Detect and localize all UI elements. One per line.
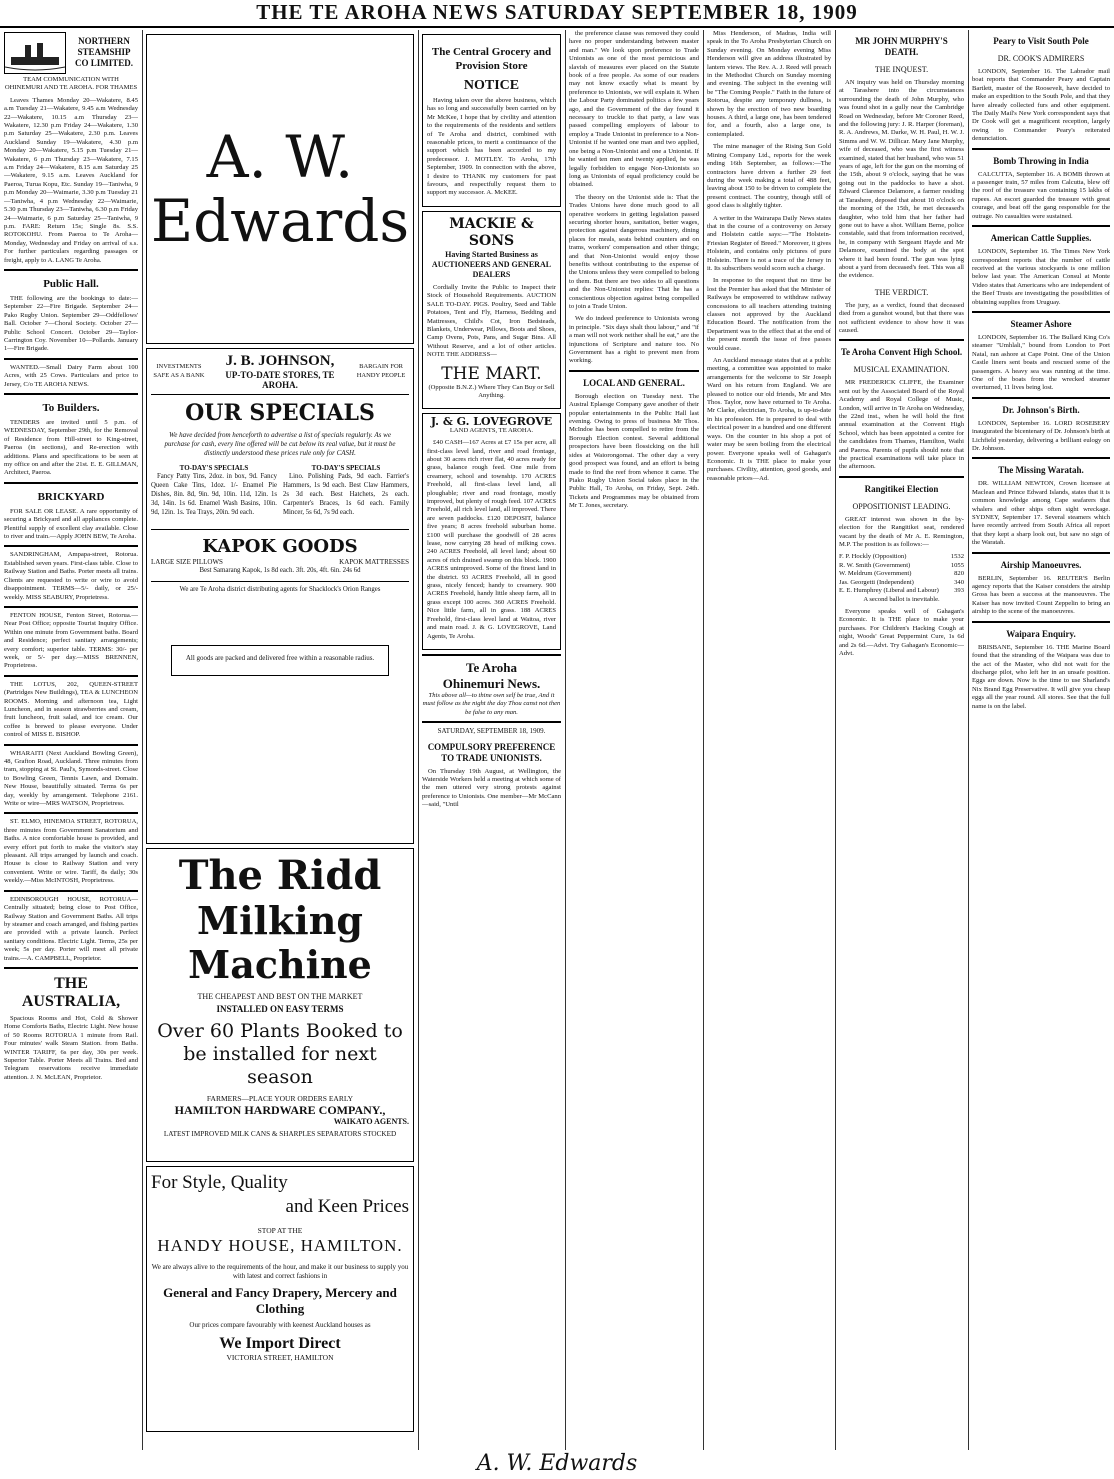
column-4 (569, 30, 699, 1450)
airship-heading: Airship Manoeuvres. (1000, 559, 1082, 570)
waratah-body: DR. WILLIAM NEWTON, Crown licensee at Maclean and Prince Edward Islands, states that it is common knowledge among Cape seafarers that whalers and other ships often sight wreckage. SYDNEY, September 17. Several steamers which have recently arrived from South Africa all report that they kept a sharp look out, but saw no sign of the Waratah. (972, 480, 1110, 547)
convent-subheading: MUSICAL EXAMINATION. (853, 365, 950, 375)
inquest-heading: THE INQUEST. (874, 65, 929, 74)
lovegrove-heading: J. & G. LOVEGROVE (430, 415, 553, 429)
handy-house-note: We are always alive to the requirements of the hour, and make it our business to supply you with latest and correct fashions in (151, 1263, 409, 1281)
leader-continued: We do indeed preference to Unionists wrong in principle. "Six days shalt thou labour," and "if a man will not work neither shall he eat," are the injunctions of Scripture and nature too. No Government has a right to prevent men from working. (569, 315, 699, 365)
keen-prices: and Keen Prices (285, 1196, 409, 1217)
public-hall-heading: Public Hall. (43, 277, 99, 290)
column-rule (565, 30, 566, 1450)
mackie-body: Cordially Invite the Public to Inspect their Stock of Household Requirements. AUCTION SALE TO-DAY. PIGS. Poultry, Seed and Table Potatoes, Tent and Fly, Harness, Bedding and Mattresses, Child's Cot, Iron Bedsteads, Blankets, Underwear, Pillows, Boots and Shoes, Camp Ovens, Pots, Pans, and Sugar Bins. All Without Reserve, and a lot of other articles. NOTE THE ADDRESS— (427, 283, 556, 359)
mackie-heading: MACKIE & SONS (449, 215, 534, 249)
johnson-birth-body: LONDON, September 16. LORD ROSEBERY inaugurated the bicentenary of Dr. Johnson's birth at Lichfield yesterday, delivering a brilliant eulogy on Dr. Johnson. (972, 419, 1110, 452)
australia-advert: Spacious Rooms and Hot, Cold & Shower Home Comforts Baths, Electric Light. New house of 50 Rooms ROTORUA 1 minute from Rail. Four minutes' walk Steam Station. from Baths. WINTER TARIFF, 6s per day, 30s per week. Superior Table. Porter Meets all Trains. Bed and Telegram reservations receive immediate attention. J. N. McLEAN, Proprietor. (4, 1014, 138, 1081)
steamship-subheading: TEAM COMMUNICATION WITH OHINEMURI AND TE AROHA. FOR THAMES (4, 76, 138, 92)
steamship-heading: NORTHERN STEAMSHIP CO LIMITED. (74, 36, 133, 68)
ridd-cheapest: THE CHEAPEST AND BEST ON THE MARKET (197, 992, 363, 1001)
news-item: Miss Henderson, of Madras, India will speak in the To Aroha Presbyterian Church on Sunday evening. On Monday evening Miss Henderson will give an address illustrated by lantern views. The Rev. A. J. Reed will preach in the Methodist Church on Sunday morning and evening. The subject in the evening will be "The Coming People." Faith in the future of Rotorua, despite any temporary dullness, is shown by the erection of two new boarding houses. A third, a large one, has been tendered for, and a fourth, also a large one, is contemplated. (707, 30, 831, 138)
hotel-advert: THE LOTUS, 202, QUEEN-STREET (Partridges New Buildings), TEA & LUNCHEON ROOMS. Morning and afternoon tea, Light Luncheon, and in season strawberries and cream, fruit luncheon, fruit salad, and ice cream. Our coffee is brewed to please everyone. Under control of MISS E. BISHOP. (4, 680, 138, 739)
steamer-body: LONDON, September 16. The Bullard King Co's steamer "Umhlali," bound from London to Port Natal, ran ashore at Cape Point. One of the Union Castle liners sent boats and rescued some of the passengers. A heavy sea was running at the time. One of the boats from the wrecked steamer overturned, 11 lives being lost. (972, 333, 1110, 392)
johnson-advert (146, 348, 414, 844)
footer-signature: A. W. Edwards (476, 1451, 638, 1476)
column-6 (839, 30, 964, 1450)
column-rule (703, 30, 704, 1450)
australia-heading: THE AUSTRALIA, (21, 974, 121, 1010)
hamilton-hardware: HAMILTON HARDWARE COMPANY., (174, 1103, 386, 1118)
ridd-advert (146, 848, 414, 1162)
ridd-subtitle: Milking Machine (188, 898, 372, 987)
paper-date: SATURDAY, SEPTEMBER 18, 1909. (437, 727, 546, 736)
mart-heading: THE MART. (441, 363, 542, 384)
mackie-subheading: Having Started Business as AUCTIONEERS AND GENERAL DEALERS (431, 249, 552, 279)
ballot-note: A second ballot is inevitable. (863, 595, 940, 603)
steamship-timetable: Leaves Thames Monday 20—Wakatere, 8.45 a.m Tuesday 21—Wakatere, 9.45 a.m Wednesday 22—Wakatere, 10.15 a.m Thursday 23—Wakatere, 12.30 p.m Friday 24—Wakatere, 1.30 p.m Saturday 25—Wakatere, 2.30 p.m. Leaves Auckland Sunday 19—Wakatere, 4.30 p.m Monday 20—Wakatere, 5.15 p.m Tuesday 21—Wakatere, 6 p.m Thursday 23—Wakatere, 7.15 a.m Friday 24—Wakatere, 8.15 a.m Saturday 25—Wakatere, 9.15 a.m. Leaves Auckland for Paeroa, Turua Kopu, Etc. Sunday 19—Taniwha, 9 p.m Monday 20—Waimarie, 3.30 p.m Tuesday 21—Taniwha, 4 p.m Wednesday 22—Waimarie, 5.30 p.m Thursday 23—Taniwha, 6.30 p.m Friday 24—Waimarie, 6 p.m Saturday 25—Taniwha, 9 p.m. FARE: Return 15s; Single 8s. S.S. ROTOKOHU. From Paeroa to Te Aroha— Monday, Wednesday and Friday on arrival of s.s. For further particulars regarding passages or freight, apply to A. LANG Te Aroha. (4, 96, 138, 264)
leader-heading: COMPULSORY PREFERENCE TO TRADE UNIONISTS. (427, 741, 556, 763)
paper-motto: This above all—to thine own self be true, And it must follow as the night the day Thou canst not then be false to any man. (422, 691, 561, 716)
column-7 (972, 30, 1110, 1450)
ridd-farmers: FARMERS—PLACE YOUR ORDERS EARLY (206, 1093, 354, 1103)
rangitikei-body: GREAT interest was shown in the by-election for the Rangitikei seat, rendered vacant by the death of Mr A. E. Remington, M.P. The position is as follows:— (839, 515, 964, 549)
wanted-advert: WANTED.—Small Dairy Farm about 100 Acres, with 25 Cows. Particulars and price to Jersey, C/o TE AROHA NEWS. (4, 363, 138, 388)
news-item: A writer in the Wairarapa Daily News states that in the course of a controversy on Jersey and Holstein cattle says:—"The Holstein-Friesian Register of Breed." Moreover, it gives Holstein, and contains only pictures of pure Holstein. There is not a trace of the Jersey in it. Its subscribers would scorn such a charge. (707, 214, 831, 272)
ridd-terms: INSTALLED ON EASY TERMS (216, 1004, 344, 1015)
column-5 (707, 30, 831, 1450)
handy-house-name: HANDY HOUSE, HAMILTON. (157, 1236, 403, 1256)
murphy-heading: MR JOHN MURPHY'S DEATH. (855, 36, 948, 57)
public-hall-bookings: THE following are the bookings to date:— September 22—Fire Brigade. September 24—Pako Rugby Union. September 29—Oddfellows' Ball. October 7—Choral Society. October 27—Public School Concert. October 29—Taylor-Carrington Coy. November 10—Pollards. January 1—Fire Brigade. (4, 294, 138, 353)
peary-body: LONDON, September 16. The Labrador mail boat reports that Commander Peary and Captain Bartlett, master of the Roosevelt, have decided to make an expedition to the South Pole, and that they have already collected furs and other equipment. The Daily Mail's New York correspondent says that Dr Cook will get a magnificent reception, largely owing to Commander Peary's reiterated denunciation. (972, 68, 1110, 143)
lovegrove-subheading: LAND AGENTS, TE AROHA. (449, 426, 534, 434)
paper-subtitle: Ohinemuri News. (442, 675, 541, 691)
waikato-agents: WAIKATO AGENTS. (333, 1116, 409, 1126)
drapery-line: General and Fancy Drapery, Mercery and Clothing (163, 1285, 397, 1317)
result-row: W. Meldrum (Government) 820 (839, 570, 964, 578)
hotel-advert: FENTON HOUSE, Fenton Street, Rotorua.—Near Post Office; opposite Tourist Inquiry Office. Within one minute from Government baths. Board and Residence; perfect sanitary arrangements; every comfort; superior table. TERMS: 30/- per week, or 5/- per day.—MISS BRENNEN, Proprietress. (4, 611, 138, 670)
brickyard-heading: BRICKYARD (37, 490, 105, 503)
steamer-heading: Steamer Ashore (1010, 318, 1072, 329)
ship-illustration (4, 32, 66, 74)
bomb-body: CALCUTTA, September 16. A BOMB thrown at a passenger train, 57 miles from Calcutta, blew off the roof of the treasure van containing 15 lakhs of rupees. An escort guarded the treasure with great courage, and beat off the gang responsible for the outrage. No casualties were sustained. (972, 170, 1110, 220)
news-item: An Auckland message states that at a public meeting, a committee was appointed to make arrangements for the welcome to Sir Joseph Ward on his return from England. We are pleased to notice our old friends, Mr and Mrs Thos. Taylor, now have returned to Te Aroha. Mr Clarke, electrician, To Aroha, is up-to-date in his profession. He is prepared to deal with electrical power in a hundred and one different ways. On the counter in his shop a pot of water may be seen boiling from the electrical power. Everyone speaks well of Gahagan's Economic. It is THE place to make your purchases. Civility, attention, good goods, and reasonable prices—Ad. (707, 357, 831, 482)
leader-continued: the preference clause was removed they could have no proper understanding between master and man." We look upon preference to Trade Unionists as one of the most pernicious and slavish of measures ever placed on the Statute book of a free people. As some of our readers may not know exactly what is meant by preference to Unionists, we will explain it. When the Labour Party dominated politics a few years ago, and the Government of the day found it necessary to truckle to that party, a law was passed compelling employers of labour to employ a Trade Unionist in preference to a Non-Unionist if he wanted one man and two applied, one being a Non-Unionist and one a Unionist. If he wanted ten men and twenty applied, he was legally forbidden to engage Non-Unionists so long as Unionists of equal proficiency could be obtained. (569, 30, 699, 189)
notice-heading: NOTICE (463, 78, 520, 93)
edwards-advert (146, 34, 414, 344)
milk-cans: LATEST IMPROVED MILK CANS & SHARPLES SEPARATORS STOCKED (163, 1130, 397, 1139)
kapok-mattresses: KAPOK MATTRESSES (339, 558, 409, 567)
column-rule (418, 30, 419, 1450)
rangitikei-heading: Rangitikei Election (864, 483, 939, 494)
news-item: In response to the request that no time be lost the Premier has asked that the Minister of Railways be empowered to withdraw railway concessions to all teachers attending training classes not approved by the Auckland Education Board. The notification from the Department was to the effect that at the end of the present month the issue of free passes would cease. (707, 277, 831, 352)
specials-list-left: Fancy Patty Tins, 2doz. in box, 9d. Fancy Queen Cake Tins, 1doz. 1/- Enamel Pie Dishes, 8in. 8d, 9in. 9d, 10in. 11d, 12in. 1s 3d, 14in. 1s 6d. Enamel Wash Basins, 10in. 9d, 12in. 1s. Tea Trays, 20in. 9d each. (151, 473, 277, 517)
verdict-heading: THE VERDICT. (874, 287, 929, 297)
peary-heading: Peary to Visit South Pole (993, 36, 1089, 46)
compare-line: Our prices compare favourably with keenest Auckland houses as (189, 1321, 371, 1330)
column-2 (146, 30, 414, 1450)
bomb-heading: Bomb Throwing in India (993, 155, 1089, 166)
kapok-pillows: LARGE SIZE PILLOWS (151, 558, 223, 567)
verdict-body: The jury, as a verdict, found that deceased died from a gunshot wound, but that there was not sufficient evidence to show how it was caused. (839, 301, 964, 334)
airship-body: BERLIN, September 16. REUTER'S Berlin agency reports that the Kaiser considers the airship Gross has been a success at the manoeuvres. The Kaiser has now invited Count Zeppelin to bring an airship to the scene of the manoeuvres. (972, 574, 1110, 616)
specials-intro: We have decided from henceforth to advertise a list of specials regularly. As we purchase for cash, every line offered will be cut below its real value, but it must be distinctly understood these prices rule only for CASH. (164, 431, 396, 457)
victoria-street: VICTORIA STREET, HAMILTON (226, 1352, 334, 1362)
specials-heading: OUR SPECIALS (185, 400, 375, 426)
ridd-plants: Over 60 Plants Booked to be installed for next season (157, 1019, 403, 1088)
kapok-heading: KAPOK GOODS (202, 536, 358, 558)
mart-address: (Opposite B.N.Z.) Where They Can Buy or Sell Anything. (428, 383, 555, 399)
johnson-birth-heading: Dr. Johnson's Birth. (1002, 404, 1080, 415)
cattle-body: LONDON, September 16. The Times New York correspondent reports that the number of cattle received at the various stockyards is one million below last year. The American Consul at Monte Video states that Americans who are independent of the Beef Trusts are investigating the possibilities of obtaining supplies from Uruguay. (972, 248, 1110, 306)
delivery-note: All goods are packed and delivered free within a reasonable radius. (185, 653, 375, 662)
kapok-prices: Best Samarang Kapok, 1s 8d each. 3ft. 20s, 4ft. 6in. 24s 6d (199, 566, 361, 574)
grocery-heading: The Central Grocery and Provision Store (431, 46, 552, 72)
column-3 (422, 30, 561, 1450)
hotel-advert: ST. ELMO, HINEMOA STREET, ROTORUA, three minutes from Government Sanatorium and Baths. A nice comfortable house is provided, and every effort put forth to make the visitor's stay pleasant. All trips arranged by launch and coach. House is close to Railway Station and very convenient. Write or wire. Tariff, 8s daily; 30s weekly.—Miss McINTOSH, Proprietress. (4, 818, 138, 885)
local-general-heading: LOCAL AND GENERAL. (583, 377, 685, 388)
paper-title: Te Aroha (466, 659, 517, 675)
result-row: Jas. Georgetti (Independent) 340 (839, 578, 964, 586)
hotel-advert: EDINBOROUGH HOUSE, ROTORUA—Centrally situated; being close to Post Office, Railway Station and Government Baths. All trips by steamer and coach arranged, and fishing parties are provided with a private launch. Perfect sanitary conditions. Electric Light. Terms, 25s per week; 5s per day. Porter will meet all private trains.—A. CAMPBELL, Proprietor. (4, 895, 138, 962)
masthead: THE TE AROHA NEWS SATURDAY SEPTEMBER 18, 1909 (0, 0, 1114, 28)
leader-continued: The theory on the Unionist side is: That the Trades Unions have done much good to all operative workers in getting legislation passed securing shorter hours, sanitation, better wages, protection against dangerous machinery, dining places for meals, seats behind counters and on trams, workers' compensation and other things; and that Non-Unionist would enjoy those benefits without contributing to the expense of the Unions unless they were compelled to belong to them. But there are two sides to all questions and the Non-Unionist replies: That he has a conscientious objection against being compelled to join a Trade Union. (569, 193, 699, 310)
notice-body: Having taken over the above business, which has so long and successfully been carried on by Mr McKee, I hope that by civility and attention to the requirements of the residents and settlers of Te Aroha and district, combined with reasonable prices, to merit a continuance of the support which has been accorded to my predecessor. J. MOTLEY. To Aroha, 17th September, 1909. In connection with the above, I desire to THANK my customers for past favours, and respectfully request them to support my successor. A. McKEE. (427, 97, 556, 197)
specials-list-right: Lino. Polishing Pads, 9d each. Farrier's Hammers, 1s 9d each. Best Claw Hammers, 2s 3d each. Best Hatchets, 2s each. Carpenter's Braces, 1s 6d each. Family Mincer, 5s 6d, 7s 9d each. (283, 473, 409, 517)
advert-snippet: Everyone speaks well of Gahagan's Economic. It is THE place to make your purchases. For Children's Hacking Cough at night, Woods' Great Peppermint Cure, 1s 6d and 2s 6d.—Advt. Try Gahagan's Economic—Advt. (839, 607, 964, 657)
edwards-surname: Edwards (150, 187, 410, 255)
todays-specials-heading: TO-DAY'S SPECIALS (311, 464, 381, 472)
result-row: F. P. Hockly (Opposition) 1532 (839, 553, 964, 561)
johnson-stores: UP-TO-DATE STORES, TE AROHA. (225, 370, 335, 390)
result-row: E. E. Humphrey (Liberal and Labour) 393 (839, 587, 964, 595)
brickyard-advert: FOR SALE OR LEASE. A rare opportunity of securing a Brickyard and all appliances complete. Plentiful supply of excellent clay available. Close to river and train.—Apply JOHN BEW, Te Aroha. (4, 507, 138, 541)
result-row: R. W. Smith (Government) 1055 (839, 561, 964, 569)
kapok-agents-note: We are Te Aroha district distributing agents for Shacklock's Orion Ranges (179, 586, 381, 594)
hotel-advert: WHARAITI (Next Auckland Bowling Green), 48, Grafton Road, Auckland. Three minutes from tram, stopping at St. Paul's, Symonds-street. Close to Bowling Green, Tennis Lawn, and Domain. New House, beautifully situated. Terms 6s per day, weekly by arrangement. Telephone 2161. Write or wire—MRS WATSON, Proprietress. (4, 749, 138, 808)
style-quality: For Style, Quality (151, 1172, 288, 1193)
column-1 (4, 30, 138, 1450)
leader-body: On Thursday 19th August, at Wellington, the Waterside Workers held a meeting at which some of the men uttered very strong protests against preference to Unionists. One member—Mr McCann—said, "Until (422, 767, 561, 809)
waipara-body: BRISBANE, September 16. THE Marine Board found that the stranding of the Waipara was due to the act of the Master, who did not wait for the discharge pilot, who left her in an unsafe position. Eggs are down. Now is the time to use Sharland's Nix Brand Egg Preservative. It will give you cheap eggs all the year round. All stores. See that the full name is on the label. (972, 643, 1110, 710)
rangitikei-subheading: OPPOSITIONIST LEADING. (852, 501, 951, 511)
waipara-heading: Waipara Enquiry. (1006, 628, 1076, 639)
waratah-heading: The Missing Waratah. (998, 465, 1084, 476)
johnson-investments: INVESTMENTS SAFE AS A BANK (153, 363, 205, 379)
builders-tender: TENDERS are invited until 5 p.m. of WEDNESDAY, September 29th, for the Removal of Residence from Hill-street to King-street, Paeroa (in sections), and Re-erection with additions. Plans and specifications to be seen at my office on and after the 21st. E. E. GILLMAN, Architect, Paeroa. (4, 419, 138, 477)
johnson-bargain: BARGAIN FOR HANDY PEOPLE (356, 363, 406, 379)
peary-subheading: DR. COOK'S ADMIRERS (997, 54, 1085, 63)
stop-at: STOP AT THE (257, 1226, 303, 1235)
lovegrove-listings: £40 CASH—167 Acres at £7 15s per acre, all first-class level land, river and road frontage, about 30 acres rich river flat, 40 acres ready for grass, balance rough feed. One mile from creamery, school and township. 170 ACRES Freehold, all first-class level land, all ploughable; river and road frontage, mostly improved, but plenty of rough feed. 107 ACRES Freehold, all rich level land, all improved. There are seven paddocks. £120 DEPOSIT, balance five years; 8 acres freehold suburban home. £100 will purchase the goodwill of 28 acres lease, now carrying 28 head of milking cows. 240 ACRES Freehold, all level land; about 60 acres of rich drained swamp on this block. 1900 ACRES unimproved. Some of the finest land in the district. 93 ACRES Freehold, all in good grass, nicely fenced; handy to creamery. 900 ACRES Freehold, handy little sheep farm, all in grass except 100 acres. 360 ACRES Freehold. Nice little farm, all in grass. 188 ACRES Freehold, first-class level land at Waitoa, river and main road. J. & G. LOVEGROVE, Land Agents, Te Aroha. (427, 439, 556, 640)
handy-house-advert (146, 1166, 414, 1432)
ridd-title: The Ridd (178, 852, 382, 899)
news-item: The mine manager of the Rising Sun Gold Mining Company Ltd., reports for the week ending 16th September, as follows:—The contractors have driven a further 29 feet during the week making a total of 488 feet, leaving about 150 to be driven to complete the present contract. The country, though still of good class is slightly tighter. (707, 143, 831, 210)
column-rule (835, 30, 836, 1450)
edwards-initials: A. W. (206, 123, 354, 191)
column-rule (968, 30, 969, 1450)
inquest-body: AN inquiry was held on Thursday morning at Tarashere into the circumstances surrounding the death of John Murphy, who was found shot in a gully near the Cambridge Road on Wednesday, before Mr Coroner Reed, and the following jury: J. R. Harper (foreman), R. A. Andrews, M. Darke, W. H. Paul, H. W. J. Simms and W. W. Dillicar. Mary Jane Murphy, wife of deceased, who was the first witness examined, stated that her husband, who was 51 years of age, left for the gun on the morning of the 15th, about 9 o'clock, saying that he was going out in the paddocks to have a shot. Edward Clarence Delamore, a farmer residing at Tarashere, deposed that about 10 o'clock on the morning of the 15th, he met deceased's daughter, who told him that her father had gone out to have a shot. William Berne, police constable, said that from information received, he, in company with Sergeant Hayde and Mr Delamore, examined the body at the spot where it had been found. The gun was lying about a yard from deceased's feet. This was all the evidence. (839, 79, 964, 280)
column-rule (142, 30, 143, 1450)
cattle-heading: American Cattle Supplies. (990, 233, 1092, 244)
convent-heading: Te Aroha Convent High School. (840, 347, 963, 358)
todays-specials-heading: TO-DAY'S SPECIALS (179, 464, 249, 472)
convent-body: MR FREDERICK CLIFFE, the Examiner sent out by the Associated Board of the Royal Academy and Royal College of Music, London, will arrive in Te Aroha on Wednesday, the 22nd inst., when he will hold the first annual examination at the Convent High School, which has been appointed a centre for the candidates from Thames, Hamilton, Waihi and Paeroa. Parents of pupils should note that the practical examinations will take place in the afternoon. (839, 379, 964, 471)
local-general-body: Borough election on Tuesday next. The Austral Eplaesge Company gave another of their popular entertainments in the Public Hall last evening. Owing to press of business Mr Thos. McIndoe has been compelled to retire from the Borough Election contest. Several additional prospectors have been flossicking on the hill sides at Waiorongomai. The other day a very good prospect was found, and an effort is being made to find the reef from whence it came. The Piako Rugby Union Social takes place in the Public Hall, To Aroha, on Friday, Sept. 24th. Tickets and Programmes may be obtained from Mr T. Jones, secretary. (569, 392, 699, 510)
import-direct: We Import Direct (219, 1334, 341, 1352)
hotel-advert: SANDRINGHAM, Ampapa-street, Rotorua. Established seven years. First-class table. Close to Railway Station and Baths. Porter meets all trains. Clients are requested to write or wire to avoid disappointment. TERMS—5/- daily, or 25/- weekly. MISS SEABURY, Proprietress. (4, 551, 138, 601)
builders-heading: To Builders. (42, 402, 100, 414)
johnson-name: J. B. JOHNSON, (225, 353, 335, 369)
